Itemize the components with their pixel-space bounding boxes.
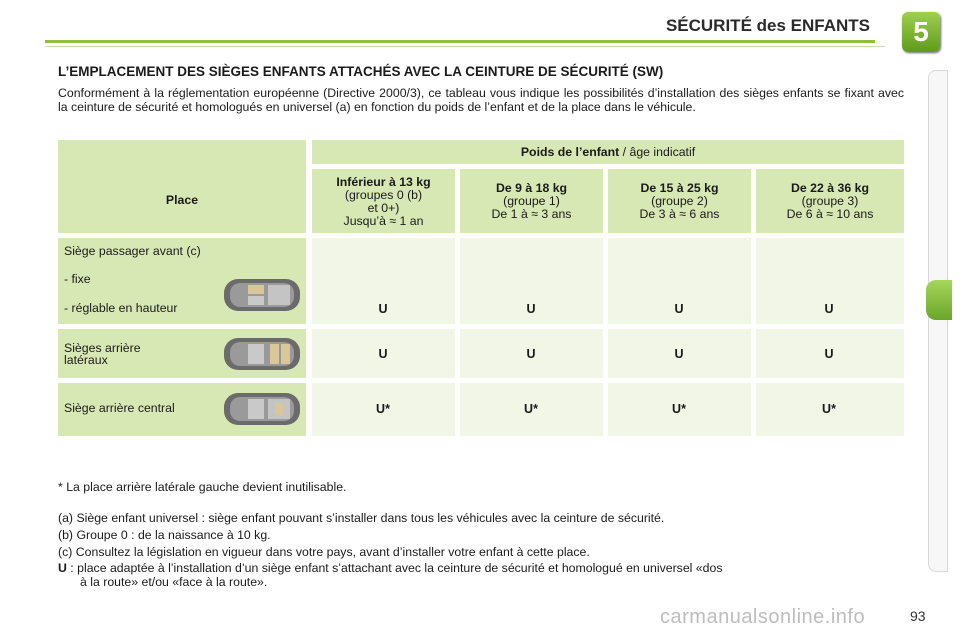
weight-header-rest: / âge indicatif <box>619 145 696 159</box>
column-line: (groupe 2) <box>651 194 708 208</box>
weight-header-bold: Poids de l’enfant <box>520 145 620 159</box>
chapter-badge: 5 <box>902 12 940 52</box>
section-title: L’EMPLACEMENT DES SIÈGES ENFANTS ATTACHÉS AVEC LA CEINTURE DE SÉCURITÉ (SW) <box>58 64 664 79</box>
column-header-1 <box>460 169 603 233</box>
note-a: (a) Siège enfant universel : siège enfant pouvant s’installer dans tous les véhicules avec la ceinture de sécurité. <box>58 511 665 525</box>
column-title: Inférieur à 13 kg <box>336 175 431 189</box>
column-line: De 6 à ≈ 10 ans <box>786 207 874 221</box>
page-number: 93 <box>910 608 926 624</box>
header-rule <box>45 40 875 43</box>
cell-value: U* <box>672 402 686 416</box>
side-index-tab-active[interactable] <box>926 280 952 320</box>
car-seat-diagram-front <box>222 275 302 315</box>
column-title: De 9 à 18 kg <box>495 181 568 195</box>
car-seat-diagram-rear-center <box>222 389 302 429</box>
row-label: - réglable en hauteur <box>64 301 178 315</box>
column-title: De 22 à 36 kg <box>791 181 869 195</box>
column-header-2 <box>608 169 751 233</box>
note-u-text: : place adaptée à l’installation d’un siège enfant s’attachant avec la ceinture de sécurité et homologué en universel «dos <box>66 561 723 575</box>
column-line: (groupe 1) <box>503 194 560 208</box>
cell-value: U <box>824 347 834 361</box>
cell-value: U <box>378 347 388 361</box>
column-header-3 <box>756 169 904 233</box>
row-label: Siège arrière central <box>64 401 175 415</box>
note-u-continued: à la route» et/ou «face à la route». <box>80 575 268 589</box>
cell-value: U* <box>822 402 836 416</box>
row-label: latéraux <box>64 353 108 367</box>
cell-value: U <box>824 302 834 316</box>
place-header: Place <box>165 193 199 207</box>
column-line: et 0+) <box>367 201 400 215</box>
column-header-0 <box>312 169 455 233</box>
cell-value: U <box>674 347 684 361</box>
cell-value: U <box>674 302 684 316</box>
cell-value: U* <box>524 402 538 416</box>
note-c: (c) Consultez la législation en vigueur dans votre pays, avant d’installer votre enfant à cette place. <box>58 545 590 559</box>
column-line: De 1 à ≈ 3 ans <box>491 207 572 221</box>
cell-value: U <box>526 347 536 361</box>
place-header-cell <box>58 140 306 233</box>
column-title: De 15 à 25 kg <box>640 181 719 195</box>
car-seat-diagram-rear-side <box>222 334 302 374</box>
column-line: Jusqu’à ≈ 1 an <box>343 214 424 228</box>
weight-header-cell <box>312 140 904 164</box>
cell-value: U <box>378 302 388 316</box>
side-index-strip <box>928 70 948 572</box>
column-line: De 3 à ≈ 6 ans <box>639 207 720 221</box>
intro-paragraph: Conformément à la réglementation européenne (Directive 2000/3), ce tableau vous indique les possibilités d’installation des sièges enfants se fixant avec la ceinture de sécurité et homologués en universel (a) en fonction du poids de l’enfant et de la place dans le véhicule. <box>58 86 904 114</box>
note-star: * La place arrière latérale gauche devient inutilisable. <box>58 480 347 494</box>
note-u <box>58 561 904 575</box>
header-rule-thin <box>45 46 885 47</box>
note-u-key: U <box>58 561 67 575</box>
cell-value: U <box>526 302 536 316</box>
row-label: - fixe <box>64 272 91 286</box>
page-header-title: SÉCURITÉ des ENFANTS <box>665 16 870 35</box>
column-line: (groupe 3) <box>801 194 859 208</box>
column-line: (groupes 0 (b) <box>344 188 423 202</box>
row-label: Siège passager avant (c) <box>64 244 201 258</box>
cell-value: U* <box>376 402 390 416</box>
watermark: carmanualsonline.info <box>660 606 866 628</box>
note-b: (b) Groupe 0 : de la naissance à 10 kg. <box>58 528 271 542</box>
row-label: Sièges arrière <box>64 341 141 355</box>
